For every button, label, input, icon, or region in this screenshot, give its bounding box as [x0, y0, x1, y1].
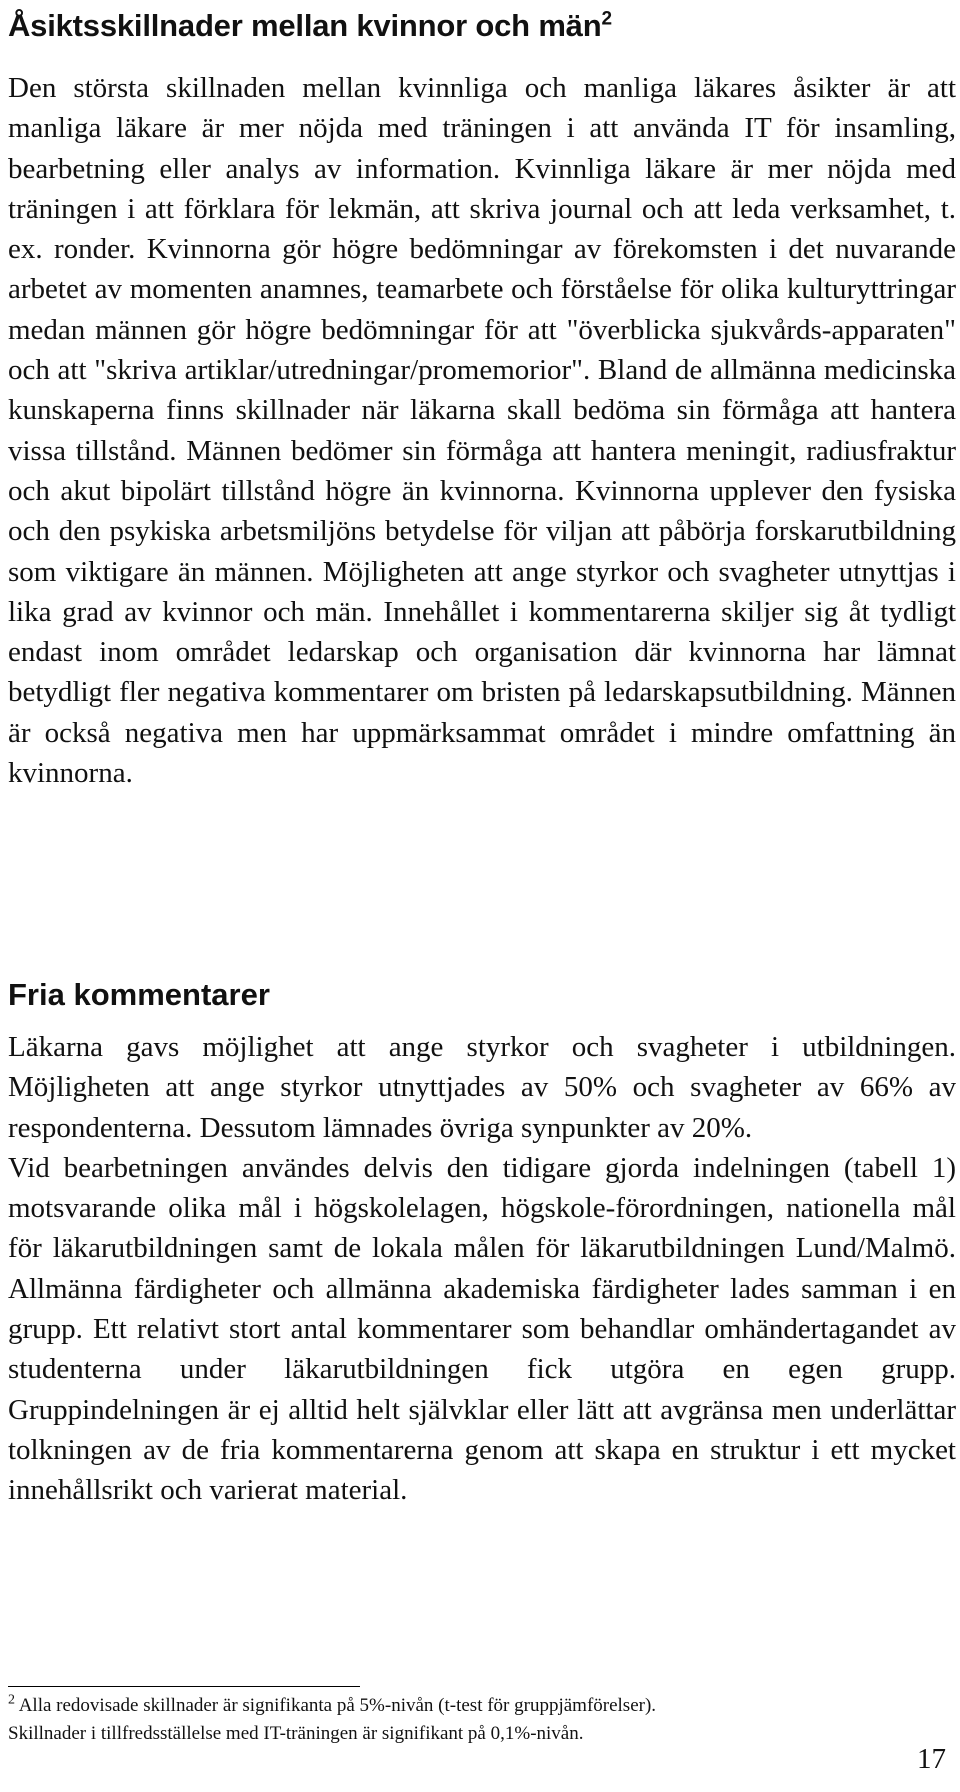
- section-heading-free-comments: Fria kommentarer: [8, 977, 270, 1012]
- free-comments-paragraph-1: Läkarna gavs möjlighet att ange styrkor och svagheter i utbildningen. Möjligheten att ange styrkor utnyttjades av 50% och svagheter av 66% av respondenterna. Dessutom lämnades övriga synpunkter av 20%.: [8, 1031, 956, 1144]
- page-number: 17: [917, 1743, 946, 1775]
- footnote-reference[interactable]: 2: [601, 8, 612, 30]
- footnote-marker: 2: [8, 1692, 15, 1708]
- footnote-divider: [8, 1686, 360, 1687]
- footnote: [8, 1692, 956, 1748]
- differences-paragraph: Den största skillnaden mellan kvinnliga och manliga läkares åsikter är att manliga läkare är mer nöjda med träningen i att använda IT för insamling, bearbetning eller analys av information. Kvinnliga läkare är mer nöjda med träningen i att förklara för lekmän, att skriva journal och att leda verksamhet, t. ex. ronder. Kvinnorna gör högre bedömningar av förekomsten i det nuvarande arbetet av momenten anamnes, teamarbete och förståelse för olika kulturyttringar medan männen gör högre bedömningar för att "överblicka sjukvårds-apparaten" och att "skriva artiklar/utredningar/promemorior". Bland de allmänna medicinska kunskaperna finns skillnader när läkarna skall bedöma sin förmåga att hantera vissa tillstånd. Männen bedömer sin förmåga att hantera meningit, radiusfraktur och akut bipolärt tillstånd högre än kvinnorna. Kvinnorna upplever den fysiska och den psykiska arbetsmiljöns betydelse för viljan att påbörja forskarutbildning som viktigare än männen. Möjligheten att ange styrkor och svagheter utnyttjas i lika grad av kvinnor och män. Innehållet i kommentarerna skiljer sig åt tydligt endast inom området ledarskap och organisation där kvinnorna har lämnat betydligt fler negativa kommentarer om bristen på ledarskapsutbildning. Männen är också negativa men har uppmärksammat området i mindre omfattning än kvinnorna.: [8, 72, 956, 790]
- free-comments-body: [8, 1027, 956, 1511]
- footnote-line-1: [8, 1692, 956, 1720]
- free-comments-paragraph-2: Vid bearbetningen användes delvis den tidigare gjorda indelningen (tabell 1) motsvarande olika mål i högskolelagen, högskole-förordningen, nationella mål för läkarutbildningen samt de lokala målen för läkarutbildningen Lund/Malmö. Allmänna färdigheter och allmänna akademiska färdigheter lades samman i en grupp. Ett relativt stort antal kommentarer som behandlar omhändertagandet av studenterna under läkarutbildningen fick utgöra en egen grupp. Gruppindelningen är ej alltid helt självklar eller lätt att avgränsa men underlättar tolkningen av de fria kommentarerna genom att skapa en struktur i ett mycket innehållsrikt och varierat material.: [8, 1151, 956, 1507]
- footnote-text-1: Alla redovisade skillnader är signifikanta på 5%-nivån (t-test för gruppjämförelser).: [18, 1695, 657, 1716]
- section-heading-differences: [8, 6, 612, 46]
- heading-text: Åsiktsskillnader mellan kvinnor och män: [8, 8, 602, 43]
- footnote-line-2: Skillnader i tillfredsställelse med IT-träningen är signifikant på 0,1%-nivån.: [8, 1723, 584, 1744]
